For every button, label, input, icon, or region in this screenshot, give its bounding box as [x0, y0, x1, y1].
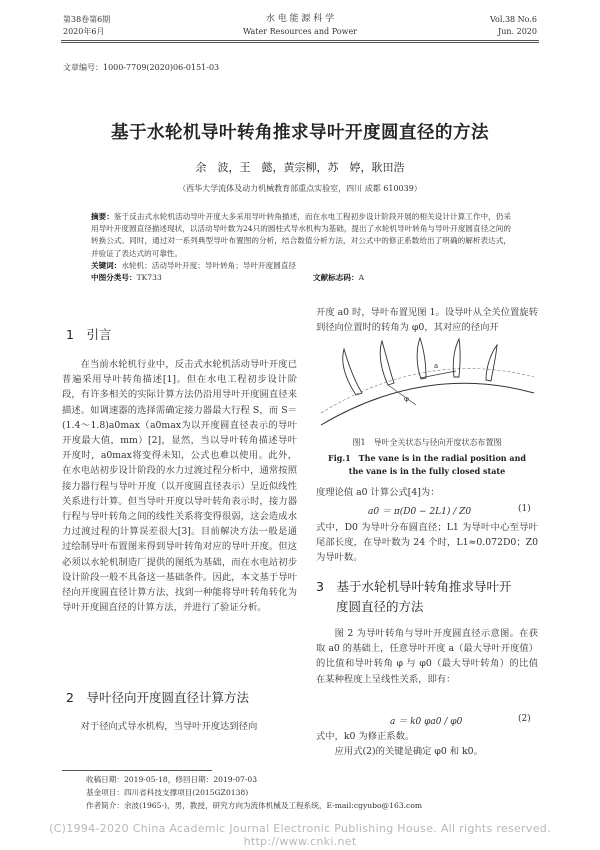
- guide-vane-closed-1: [343, 349, 362, 395]
- header-date-en: Jun. 2020: [498, 27, 537, 36]
- doc-code: A: [358, 273, 365, 283]
- rotation-angle-line: [388, 385, 416, 405]
- header-journal-en: Water Resources and Power: [243, 27, 357, 36]
- right-paragraph-3: [316, 520, 538, 566]
- right-paragraph-4: [316, 729, 538, 759]
- footnotes: [86, 773, 546, 812]
- paper-title: 基于水轮机导叶转角推求导叶开度圆直径的方法: [111, 123, 489, 143]
- header-rule-top: [61, 40, 539, 41]
- footnote-rule: [62, 770, 212, 771]
- figure-1-guide-vane-diagram: [316, 335, 538, 430]
- figure-1-caption-en-line2: the vane is in the fully closed state: [348, 466, 506, 476]
- article-number: 文章编号：1000-7709(2020)06-0151-03: [63, 63, 220, 72]
- guide-vane-closed-2: [380, 341, 394, 385]
- clc-label: 中图分类号：: [91, 273, 137, 283]
- guide-vane-closed-3: [486, 345, 497, 381]
- section-3-heading-line2: 度圆直径的方法: [336, 599, 424, 614]
- right-paragraph-1-text: 开度 a0 时，导叶布置见图 1。设导叶从全关位置旋转到径向位置时的转角为 φ0，其对应的径向开: [316, 307, 538, 334]
- header-volume-en: Vol.38 No.6: [490, 15, 537, 24]
- equation-1-number: (1): [518, 504, 531, 514]
- footnote-author: 作者简介：余波(1965-)，男，教授，研究方向为流体机械及工程系统，E-mail:cgyubo@163.com: [86, 801, 423, 810]
- guide-vane-radial-1: [417, 338, 426, 379]
- doc-code-line: [313, 272, 364, 284]
- right-paragraph-2-text: 度理论值 a0 计算公式[4]为：: [316, 487, 440, 498]
- doc-code-label: 文献标志码：: [313, 273, 359, 283]
- right-paragraph-2: [316, 485, 538, 500]
- section-1-heading: 1 引言: [66, 327, 112, 342]
- abstract-label: 摘要：: [91, 212, 114, 221]
- equation-2: a ＝ k0 φa0 / φ0: [390, 717, 463, 727]
- right-paragraph-3-text: 式中，D0 为导叶分布圆直径；L1 为导叶中心至导叶尾部长度，在导叶数为 24 个时，L1≈0.072D0；Z0 为导叶数。: [316, 522, 538, 564]
- section-3-paragraph: 图 2 为导叶转角与导叶开度圆直径示意图。在获取 a0 的基础上，任意导叶开度 a（最大导叶开度值）的比值和导叶转角 φ 与 φ0（最大导叶转角）的比值在某种程度上呈线性关系，即有：: [316, 628, 538, 685]
- footnote-received: 收稿日期：2019-05-18，修回日期：2019-07-03: [86, 775, 258, 784]
- section-3-heading-line1: 3 基于水轮机导叶转角推求导叶开: [316, 579, 512, 594]
- header-volume-cn: 第38卷第6期: [63, 15, 111, 24]
- equation-2-number: (2): [518, 714, 531, 724]
- classification-line: [91, 272, 511, 284]
- keywords-line: [91, 260, 511, 272]
- section-2-heading: 2 导叶径向开度圆直径计算方法: [66, 690, 249, 705]
- section-1-body: [62, 357, 297, 615]
- section-3-body: [316, 626, 538, 687]
- label-a0: a: [434, 362, 439, 370]
- right-paragraph-4-text: 式中，k0 为修正系数。: [316, 731, 415, 742]
- footnote-fund: 基金项目：四川省科技支撑项目(2015GZ0138): [86, 788, 249, 797]
- section-2-paragraph: 对于径向式导水机构，当导叶开度达到径向: [80, 721, 258, 732]
- abstract-text: [91, 211, 511, 260]
- figure-1-caption-cn: 图1 导叶全关状态与径向开度状态布置图: [352, 438, 502, 447]
- keywords-label: 关键词：: [91, 260, 122, 270]
- right-paragraph-5-text: 应用式(2)的关键是确定 φ0 和 k0。: [334, 746, 483, 758]
- label-phi0: φ: [404, 395, 409, 403]
- header-journal-cn: 水 电 能 源 科 学: [265, 14, 335, 24]
- abstract-block: [91, 211, 511, 284]
- figure-1-caption-en-line1: Fig.1 The vane is in the radial position and: [328, 453, 526, 463]
- header-date-cn: 2020年6月: [63, 27, 105, 36]
- abstract-body: 鉴于反击式水轮机活动导叶开度大多采用导叶转角描述，而在水电工程初步设计阶段开展的相关设计计算工作中，仍采用导叶开度圆直径描述现状，以活动导叶数为24只的圆柱式导水机构为基础，提出了水轮机导叶转角与导叶开度圆直径之间的转换公式。同时，通过对一系列典型导叶布置图的分析，结合数值分析方法，对公式中的修正系数给出了明确的解析表达式，并验证了表达式的可靠性。: [91, 212, 512, 258]
- section-1-paragraph: 在当前水轮机行业中，反击式水轮机活动导叶开度已普遍采用导叶转角描述[1]。但在水电工程初步设计阶段，有许多相关的实际计算方法仍沿用导叶开度圆直径来描述。如调速器的选择需确定接力器最大行程 S，而 S＝(1.4～1.8)a0max（a0max为以开度圆直径表示的导叶开度最大值，mm）[2]，显然，当以导叶转角描述导叶开度时，a0max将变得未知，公式也难以使用。此外，在水电站初步设计阶段的水力过渡过程分析中，通常按照接力器行程与导叶开度（以开度圆直径表示）呈近似线性关系进行计算。但当导叶开度以导叶转角表示时，接力器行程与导叶转角之间的线性关系将变得很弱，这会造成水力过渡过程的计算误差很大[3]。目前解决方法一般是通过绘制导叶布置图来得到导叶转角对应的导叶开度。但这必须以水轮机制造厂提供的图纸为基础，而在水电站初步设计阶段一般不具备这一基础条件。因此，本文基于导叶径向开度圆直径计算方法，找到一种能将导叶转角转化为导叶开度圆直径的计算方法，并进行了验证分析。: [62, 359, 297, 614]
- keywords: 水轮机；活动导叶开度；导叶转角；导叶开度圆直径: [121, 260, 297, 270]
- equation-1: a0 ＝ π(D0 − 2L1) / Z0: [368, 507, 472, 517]
- right-paragraph-1: [316, 305, 538, 335]
- affiliation: （西华大学流体及动力机械教育部重点实验室，四川 成都 610039）: [178, 184, 422, 193]
- author-list: 余 波，王 懿，黄宗柳，苏 婷，耿田浩: [195, 161, 405, 174]
- copyright-watermark: (C)1994-2020 China Academic Journal Electronic Publishing House. All rights reserved. http://www.cnki.net: [49, 822, 551, 848]
- clc-code: TK733: [136, 273, 162, 283]
- header-rule-bottom: [61, 42, 539, 43]
- section-2-body: [62, 719, 297, 734]
